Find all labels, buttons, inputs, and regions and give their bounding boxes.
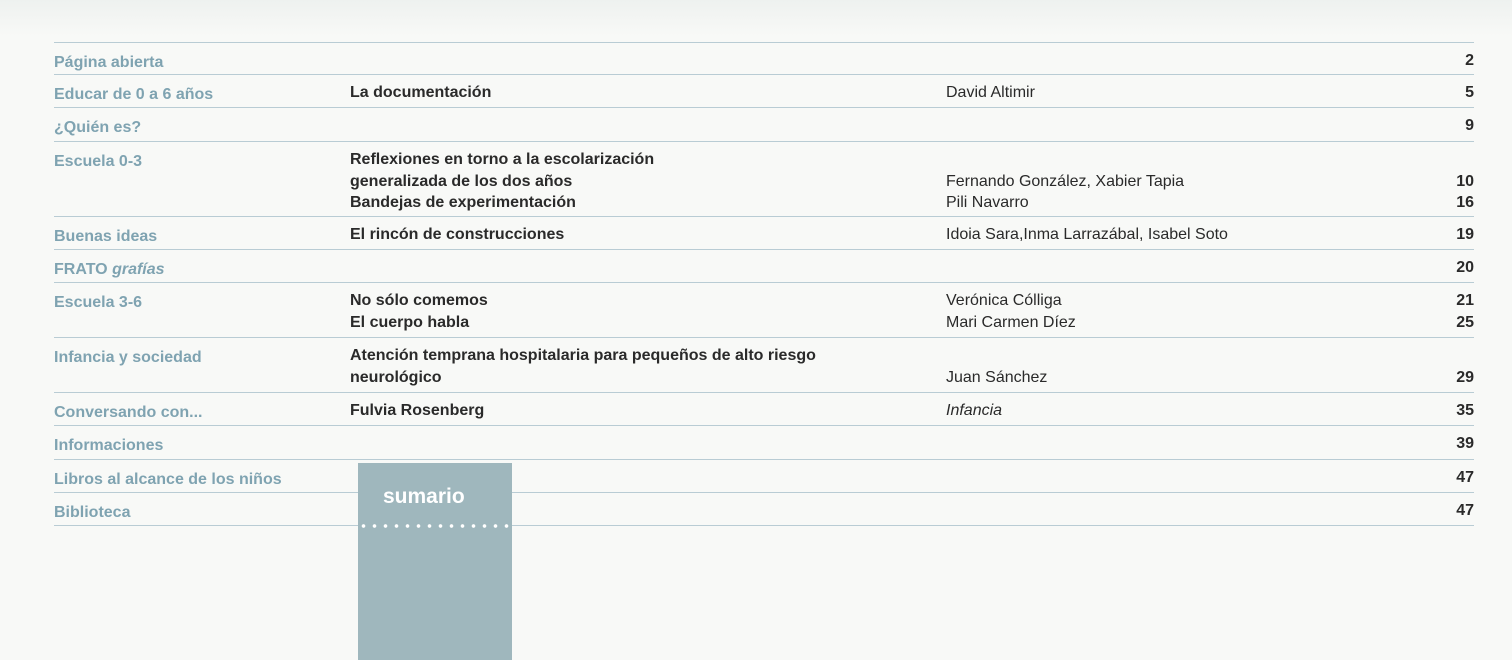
page-number: 19 xyxy=(1456,226,1474,243)
section-label: Educar de 0 a 6 años xyxy=(54,86,214,103)
toc-row-buenas-ideas[interactable] xyxy=(54,217,1474,250)
page-number: 39 xyxy=(1456,435,1474,452)
toc-row-informaciones[interactable] xyxy=(54,426,1474,460)
section-label: Escuela 0-3 xyxy=(54,153,143,170)
article-title: La documentación xyxy=(350,84,492,101)
article-author xyxy=(946,149,1184,171)
article-titles xyxy=(350,82,491,104)
section-label: Infancia y sociedad xyxy=(54,349,202,366)
toc-row-educar[interactable] xyxy=(54,75,1474,108)
page-number: 47 xyxy=(1456,469,1474,486)
article-title: El rincón de construcciones xyxy=(350,226,565,243)
toc-row-quien-es[interactable] xyxy=(54,108,1474,142)
article-authors xyxy=(946,290,1076,333)
article-title: El cuerpo habla xyxy=(350,313,470,331)
article-authors xyxy=(946,224,1228,246)
section-label: Conversando con... xyxy=(54,404,203,421)
page-number: 47 xyxy=(1456,502,1474,519)
page-number: 16 xyxy=(1456,194,1474,211)
section-label: Buenas ideas xyxy=(54,228,158,245)
page-numbers xyxy=(1456,257,1474,279)
article-authors xyxy=(946,149,1184,214)
article-author: Infancia xyxy=(946,402,1003,419)
page-numbers xyxy=(1465,82,1474,104)
table-of-contents xyxy=(54,42,1474,526)
article-author xyxy=(946,345,1047,367)
article-author: Fernando González, Xabier Tapia xyxy=(946,172,1185,190)
article-title: Reflexiones en torno a la escolarización xyxy=(350,151,655,168)
article-authors xyxy=(946,345,1047,388)
article-title: Bandejas de experimentación xyxy=(350,194,576,211)
article-authors xyxy=(946,400,1002,422)
page-number xyxy=(1456,149,1474,171)
page-number: 2 xyxy=(1465,52,1474,69)
dotted-rule xyxy=(358,523,512,529)
article-authors xyxy=(946,82,1035,104)
section-label: Informaciones xyxy=(54,437,164,454)
toc-row-fratografias[interactable] xyxy=(54,250,1474,283)
article-titles xyxy=(350,290,488,333)
article-titles xyxy=(350,345,816,388)
article-title: Atención temprana hospitalaria para pequeños de alto riesgo xyxy=(350,347,816,364)
page-numbers xyxy=(1456,433,1474,455)
toc-row-infancia-sociedad[interactable] xyxy=(54,338,1474,393)
page-number: 35 xyxy=(1456,402,1474,419)
article-titles xyxy=(350,400,484,422)
article-author: Pili Navarro xyxy=(946,194,1029,211)
section-label: Libros al alcance de los niños xyxy=(54,471,282,488)
toc-row-conversando[interactable] xyxy=(54,393,1474,426)
page-numbers xyxy=(1456,500,1474,522)
page-number: 25 xyxy=(1456,313,1474,331)
article-titles xyxy=(350,149,654,214)
section-label: Escuela 3-6 xyxy=(54,294,143,311)
page-numbers xyxy=(1465,50,1474,72)
article-author: Mari Carmen Díez xyxy=(946,313,1076,331)
article-author: David Altimir xyxy=(946,84,1035,101)
article-author: Juan Sánchez xyxy=(946,368,1048,386)
toc-row-biblioteca[interactable] xyxy=(54,493,1474,526)
page-number xyxy=(1456,345,1474,367)
section-label: Biblioteca xyxy=(54,504,131,521)
toc-row-pagina-abierta[interactable] xyxy=(54,42,1474,75)
toc-row-escuela-3-6[interactable] xyxy=(54,283,1474,338)
section-label xyxy=(54,259,165,281)
article-author: Verónica Cólliga xyxy=(946,292,1062,309)
article-title: No sólo comemos xyxy=(350,292,488,309)
page-number: 21 xyxy=(1456,292,1474,309)
page-numbers xyxy=(1456,345,1474,388)
page-numbers xyxy=(1456,149,1474,214)
section-label-italic: grafías xyxy=(112,261,165,278)
sumario-tab xyxy=(358,463,512,660)
article-titles xyxy=(350,224,564,246)
page-number: 20 xyxy=(1456,259,1474,276)
page-numbers xyxy=(1456,467,1474,489)
page-number: 9 xyxy=(1465,117,1474,134)
page-numbers xyxy=(1456,224,1474,246)
page-numbers xyxy=(1456,400,1474,422)
page-number: 29 xyxy=(1456,368,1474,386)
article-title: generalizada de los dos años xyxy=(350,172,573,190)
article-author: Idoia Sara,Inma Larrazábal, Isabel Soto xyxy=(946,226,1228,243)
page-number: 5 xyxy=(1465,84,1474,101)
sumario-label: sumario xyxy=(383,485,465,508)
page-number: 10 xyxy=(1456,172,1474,190)
page-numbers xyxy=(1456,290,1474,333)
article-title: neurológico xyxy=(350,368,442,386)
section-label-main: FRATO xyxy=(54,261,108,278)
page-numbers xyxy=(1465,115,1474,137)
section-label: Página abierta xyxy=(54,54,164,71)
article-title: Fulvia Rosenberg xyxy=(350,402,485,419)
toc-row-libros[interactable] xyxy=(54,460,1474,493)
previous-page-bleed xyxy=(0,0,1512,36)
toc-row-escuela-0-3[interactable] xyxy=(54,142,1474,217)
section-label: ¿Quién es? xyxy=(54,119,142,136)
